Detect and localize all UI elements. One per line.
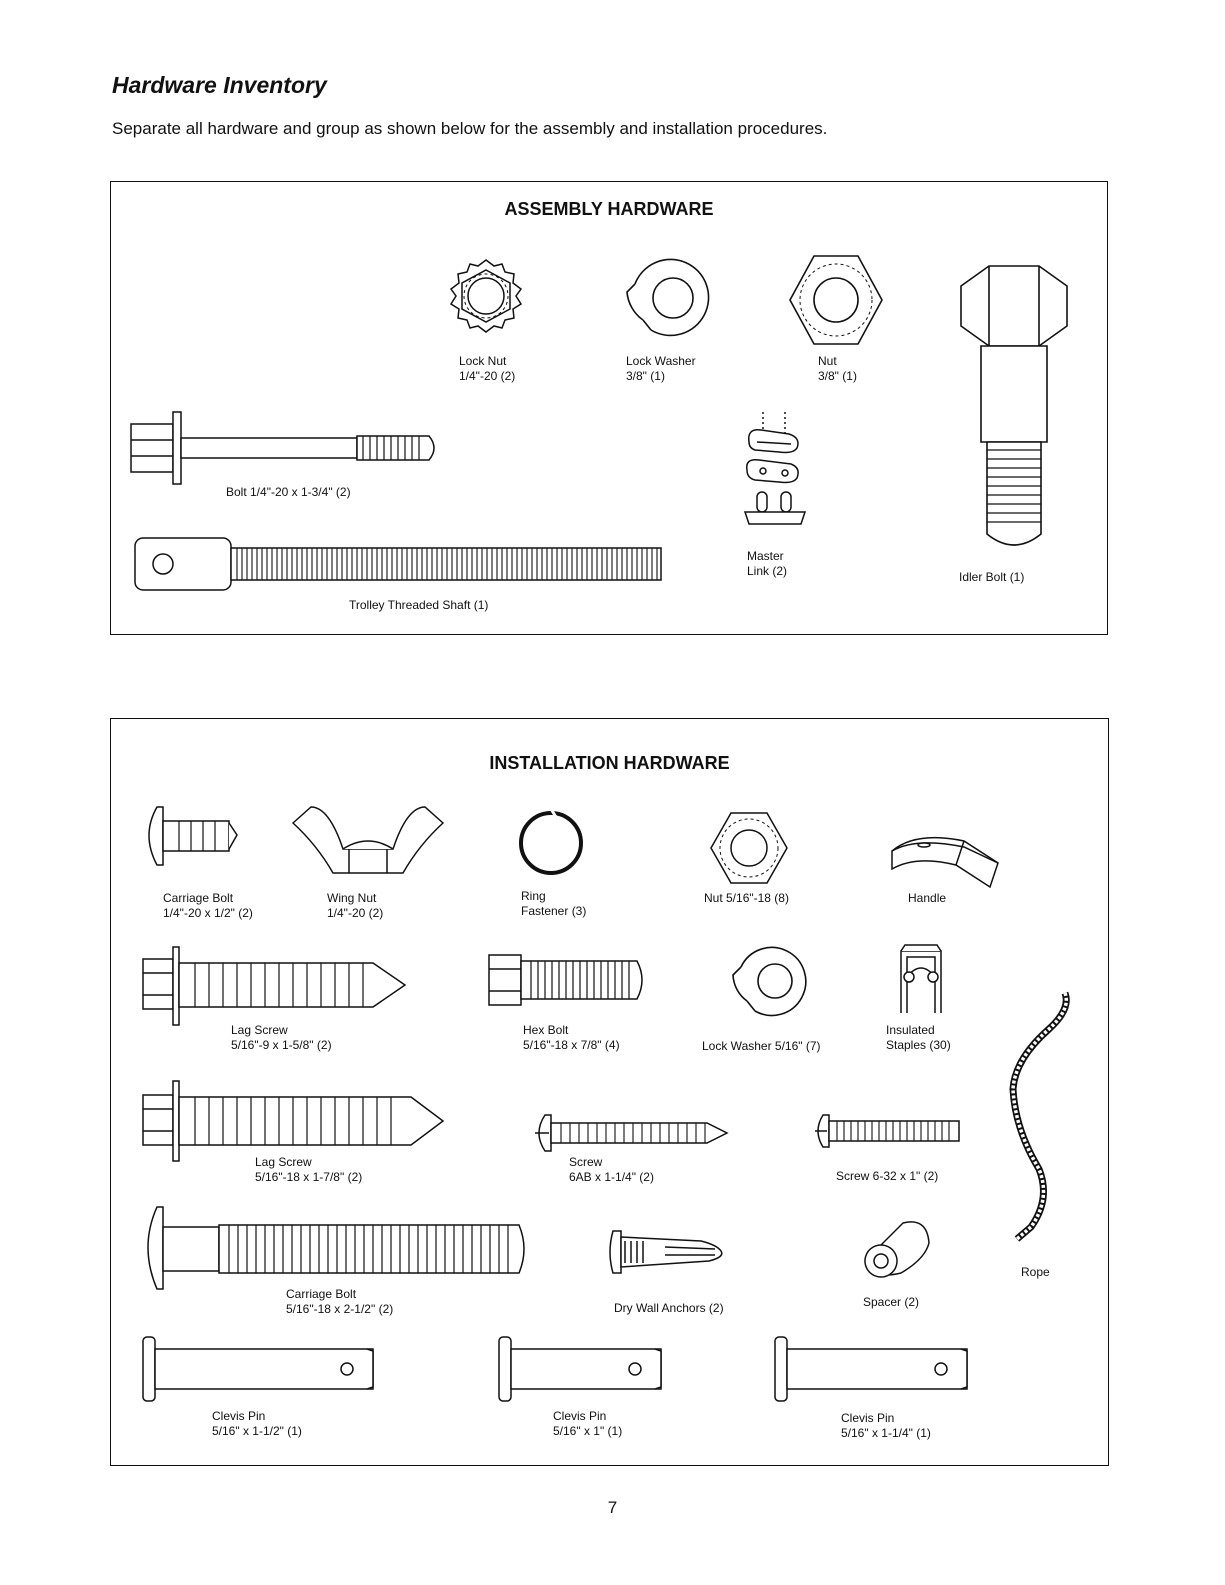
assembly-hardware-heading: ASSEMBLY HARDWARE <box>504 199 714 219</box>
carriage-bolt-icon <box>141 805 239 867</box>
drywall-anchor-icon <box>605 1227 735 1277</box>
nut-label: Nut 3/8" (1) <box>818 354 857 383</box>
clevis-pin-icon <box>497 1335 667 1403</box>
idler-bolt-icon <box>959 264 1069 556</box>
clevis-pin-icon <box>773 1335 973 1403</box>
bolt-label: Bolt 1/4"-20 x 1-3/4" (2) <box>226 485 351 499</box>
nut-5-16-label: Nut 5/16"-18 (8) <box>704 891 789 905</box>
wing-nut-icon <box>289 805 447 877</box>
lag-screw-icon <box>141 941 409 1027</box>
lock-washer-icon <box>729 939 813 1023</box>
idler-bolt-label: Idler Bolt (1) <box>959 570 1025 584</box>
wing-nut-label: Wing Nut 1/4"-20 (2) <box>327 891 384 920</box>
spacer-label: Spacer (2) <box>863 1295 920 1309</box>
lag-screw-icon <box>141 1077 447 1163</box>
threaded-shaft-icon <box>133 536 667 596</box>
master-link-label: Master Link (2) <box>747 549 788 578</box>
handle-icon <box>886 829 1004 891</box>
master-link-icon <box>739 408 809 534</box>
installation-hardware-heading: INSTALLATION HARDWARE <box>489 753 730 773</box>
staples-label: Insulated Staples (30) <box>886 1023 951 1052</box>
clevis-pin-3-label: Clevis Pin 5/16" x 1-1/4" (1) <box>841 1411 931 1440</box>
hex-nut-icon <box>709 811 789 885</box>
intro-text: Separate all hardware and group as shown below for the assembly and installation procedures. <box>112 119 828 138</box>
page-title: Hardware Inventory <box>112 72 327 98</box>
page-number: 7 <box>607 1498 618 1517</box>
lock-washer-label: Lock Washer 3/8" (1) <box>626 354 696 383</box>
lock-nut-icon <box>439 256 533 346</box>
staple-icon <box>895 943 947 1015</box>
trolley-shaft-label: Trolley Threaded Shaft (1) <box>349 598 489 612</box>
lock-washer-icon <box>621 254 717 344</box>
rope-icon <box>999 989 1073 1241</box>
carriage-bolt-large-label: Carriage Bolt 5/16"-18 x 2-1/2" (2) <box>286 1287 394 1316</box>
hex-bolt-icon <box>487 953 649 1007</box>
lock-washer-5-16-label: Lock Washer 5/16" (7) <box>702 1039 821 1053</box>
carriage-bolt-icon <box>139 1205 531 1291</box>
lock-nut-label: Lock Nut 1/4"-20 (2) <box>459 354 516 383</box>
screw-6ab-label: Screw 6AB x 1-1/4" (2) <box>569 1155 654 1184</box>
screw-632-label: Screw 6-32 x 1" (2) <box>836 1169 939 1183</box>
clevis-pin-2-label: Clevis Pin 5/16" x 1" (1) <box>553 1409 623 1438</box>
lag-screw-2-label: Lag Screw 5/16"-18 x 1-7/8" (2) <box>255 1155 363 1184</box>
installation-hardware-panel <box>110 718 1109 1466</box>
hex-nut-icon <box>786 254 886 346</box>
drywall-anchors-label: Dry Wall Anchors (2) <box>614 1301 724 1315</box>
machine-screw-icon <box>811 1113 963 1149</box>
lag-screw-1-label: Lag Screw 5/16"-9 x 1-5/8" (2) <box>231 1023 332 1052</box>
clevis-pin-1-label: Clevis Pin 5/16" x 1-1/2" (1) <box>212 1409 302 1438</box>
hex-bolt-icon <box>129 410 439 484</box>
handle-label: Handle <box>908 891 947 905</box>
carriage-bolt-small-label: Carriage Bolt 1/4"-20 x 1/2" (2) <box>163 891 253 920</box>
assembly-hardware-panel <box>110 181 1108 635</box>
ring-fastener-icon <box>516 807 586 879</box>
ring-fastener-label: Ring Fastener (3) <box>521 889 587 918</box>
screw-icon <box>531 1113 731 1153</box>
spacer-icon <box>855 1215 935 1281</box>
clevis-pin-icon <box>141 1335 379 1403</box>
rope-label: Rope <box>1021 1265 1050 1279</box>
hex-bolt-label: Hex Bolt 5/16"-18 x 7/8" (4) <box>523 1023 620 1052</box>
